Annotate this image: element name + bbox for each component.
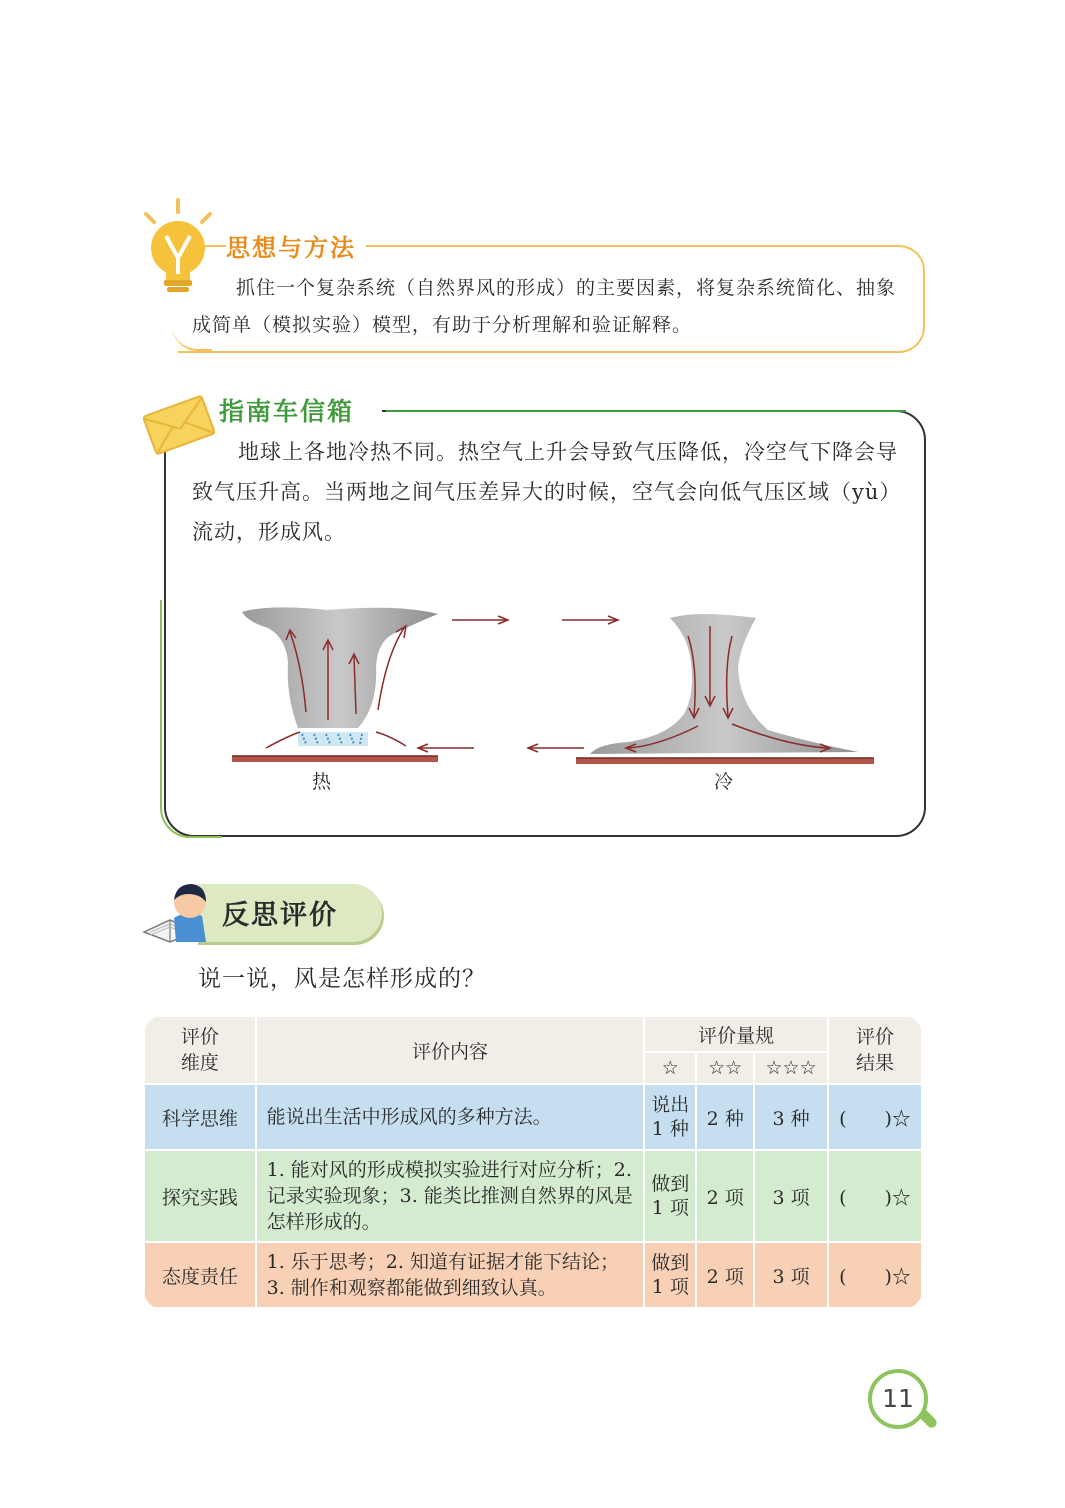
table-row (144, 1150, 922, 1242)
row-dimension: 态度责任 (144, 1242, 256, 1308)
cold-ground (576, 758, 874, 764)
row-star-3: 3 种 (754, 1084, 828, 1150)
row-content: 能说出生活中形成风的多种方法。 (256, 1084, 645, 1150)
table-row (144, 1242, 922, 1308)
row-content: 1. 乐于思考；2. 知道有证据才能下结论；3. 制作和观察都能做到细致认真。 (256, 1242, 645, 1308)
reflect-question: 说一说，风是怎样形成的？ (198, 966, 486, 992)
header-rubric: 评价量规 (644, 1016, 828, 1052)
header-result: 评价 结果 (828, 1016, 922, 1084)
evaluation-table (143, 1015, 923, 1310)
row-star-1: 做到 1 项 (644, 1242, 696, 1308)
table-row (144, 1084, 922, 1150)
header-dimension: 评价 维度 (144, 1016, 256, 1084)
row-star-2: 2 种 (696, 1084, 754, 1150)
rising-air-cloud (242, 607, 438, 728)
method-title: 思想与方法 (226, 228, 366, 263)
hot-ground (232, 756, 438, 762)
row-dimension: 探究实践 (144, 1150, 256, 1242)
row-result: ( )☆ (828, 1150, 922, 1242)
reflect-title: 反思评价 (222, 900, 338, 931)
label-cold: 冷 (714, 771, 734, 793)
row-star-1: 说出 1 种 (644, 1084, 696, 1150)
row-star-2: 2 项 (696, 1242, 754, 1308)
row-content: 1. 能对风的形成模拟实验进行对应分析；2. 记录实验现象；3. 能类比推测自然界的风是怎样形成的。 (256, 1150, 645, 1242)
reading-kid-icon (140, 880, 216, 944)
header-star-3: ☆☆☆ (754, 1052, 828, 1084)
sinking-air-cloud (590, 614, 858, 754)
row-star-1: 做到 1 项 (644, 1150, 696, 1242)
guide-title-rule (386, 410, 906, 412)
hot-surface-heat (298, 732, 368, 746)
guide-text: 地球上各地冷热不同。热空气上升会导致气压降低，冷空气下降会导致气压升高。当两地之间气压差异大的时候，空气会向低气压区域（yù）流动，形成风。 (192, 440, 898, 544)
row-dimension: 科学思维 (144, 1084, 256, 1150)
method-text: 抓住一个复杂系统（自然界风的形成）的主要因素，将复杂系统简化、抽象成简单（模拟实验）模型，有助于分析理解和验证解释。 (192, 277, 897, 336)
guide-box-accent (160, 600, 222, 838)
page-number: 11 (868, 1369, 928, 1429)
row-star-3: 3 项 (754, 1242, 828, 1308)
header-star-2: ☆☆ (696, 1052, 754, 1084)
header-star-1: ☆ (644, 1052, 696, 1084)
row-star-2: 2 项 (696, 1150, 754, 1242)
header-content: 评价内容 (256, 1016, 645, 1084)
label-hot: 热 (312, 771, 332, 793)
row-star-3: 3 项 (754, 1150, 828, 1242)
guide-title: 指南车信箱 (219, 397, 355, 426)
wind-formation-diagram (228, 596, 888, 776)
row-result: ( )☆ (828, 1084, 922, 1150)
row-result: ( )☆ (828, 1242, 922, 1308)
